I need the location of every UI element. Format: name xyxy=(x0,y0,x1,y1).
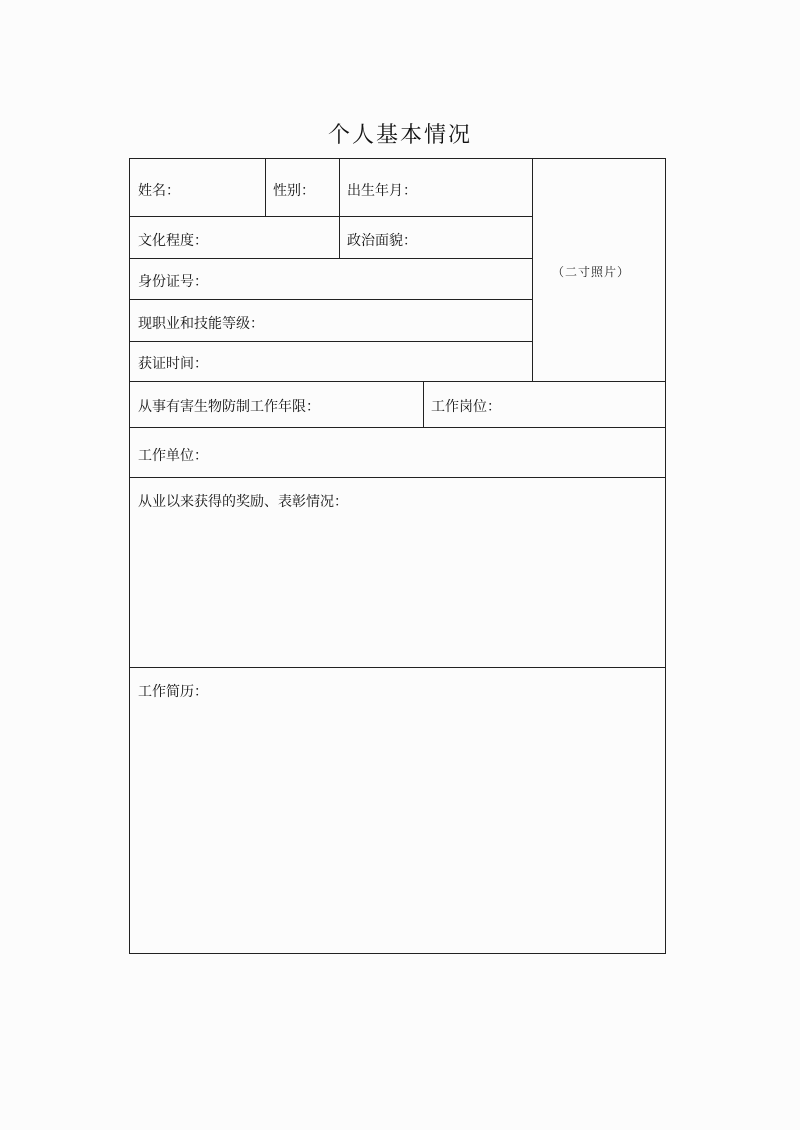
birth-label: 出生年月： xyxy=(347,183,417,199)
row-divider xyxy=(130,667,665,668)
photo-placeholder: （二寸照片） xyxy=(552,265,631,279)
photo-column-divider xyxy=(532,159,533,381)
resume-label: 工作简历： xyxy=(138,684,208,700)
page-title: 个人基本情况 xyxy=(327,123,472,148)
position-label: 工作岗位： xyxy=(431,399,501,415)
employer-label: 工作单位： xyxy=(138,448,208,464)
column-divider xyxy=(339,159,340,258)
occupation-label: 现职业和技能等级： xyxy=(138,316,264,332)
political-label: 政治面貌： xyxy=(347,233,417,249)
gender-label: 性别： xyxy=(273,183,315,199)
id-number-label: 身份证号： xyxy=(138,274,208,290)
row-divider xyxy=(130,258,532,259)
personal-info-table xyxy=(129,158,666,954)
row-divider xyxy=(130,341,532,342)
education-label: 文化程度： xyxy=(138,233,208,249)
row-divider xyxy=(130,216,532,217)
row-divider xyxy=(130,299,532,300)
row-divider xyxy=(130,427,665,428)
row-divider xyxy=(130,477,665,478)
awards-label: 从业以来获得的奖励、表彰情况： xyxy=(138,494,348,510)
years-label: 从事有害生物防制工作年限： xyxy=(138,399,320,415)
row-divider xyxy=(130,381,665,382)
name-label: 姓名： xyxy=(138,183,180,199)
column-divider xyxy=(265,159,266,216)
cert-time-label: 获证时间： xyxy=(138,356,208,372)
column-divider xyxy=(423,381,424,427)
